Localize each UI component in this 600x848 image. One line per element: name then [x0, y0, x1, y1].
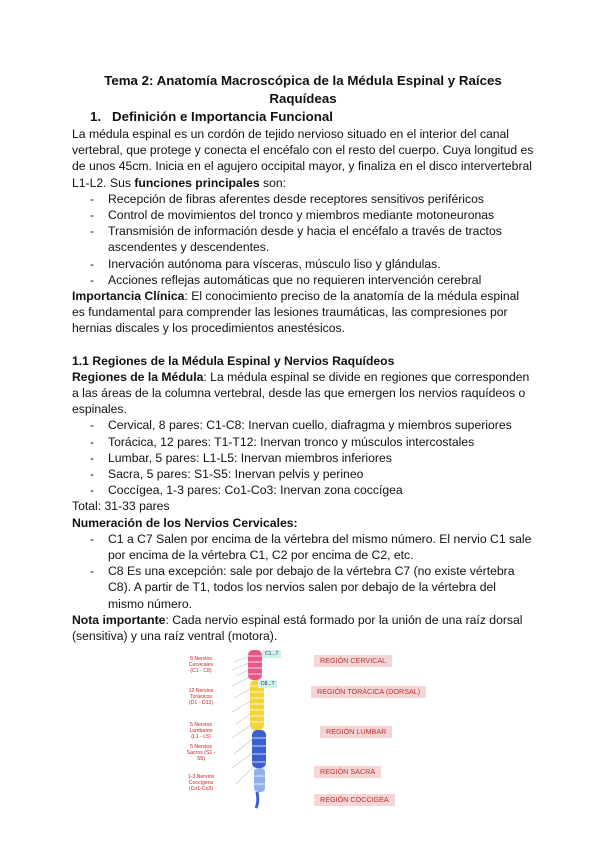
functions-list: [72, 191, 534, 288]
section-1-intro: [72, 126, 534, 191]
section-1-title: Definición e Importancia Funcional: [112, 109, 333, 124]
label-lumbar-nerves: 5 Nervios Lumbares (L1 - L5): [189, 722, 213, 740]
label-sacral-nerves: 5 Nervios Sacros (S1 - S5): [186, 744, 216, 762]
section-1-heading: [90, 108, 534, 126]
intro-text: La médula espinal es un cordón de tejido nervioso situado en el interior del canal vertebral, que protege y conecta el encéfalo con el resto del cuerpo. Cuya longitud es de unos 45cm. Inicia en el agujero occipital mayor, y finaliza en el disco intervertebral L1-L2. Sus: [72, 127, 534, 190]
regions-paragraph: [72, 369, 534, 418]
list-item: - Acciones reflejas automáticas que no requieren intervención cerebral: [72, 272, 534, 288]
list-item: - Sacra, 5 pares: S1-S5: Inervan pelvis y perineo: [72, 466, 534, 482]
label-cervical-nerves: 8 Nervios Cervicales (C1 - C8): [188, 656, 214, 674]
intro-end: son:: [259, 175, 287, 190]
list-item: - Transmisión de información desde y hacia el encéfalo a través de tractos ascendentes y descendentes.: [72, 223, 534, 255]
section-1-number: 1.: [90, 109, 102, 124]
cervical-numbering-heading: Numeración de los Nervios Cervicales:: [72, 515, 298, 530]
tag-cervical: C1...7: [262, 650, 281, 658]
region-thoracic: REGIÓN TORÁCICA (DORSAL): [311, 686, 426, 698]
list-item: - Torácica, 12 pares: T1-T12: Inervan tronco y músculos intercostales: [72, 434, 534, 450]
list-item: - Control de movimientos del tronco y miembros mediante motoneuronas: [72, 207, 534, 223]
region-coccygeal: REGIÓN COCCIGEA: [314, 794, 395, 806]
clinical-text: : El conocimiento preciso de la anatomía de la médula espinal es fundamental para comprender las lesiones traumáticas, las compresiones por hernias discales y los procedimientos anestésicos.: [72, 289, 520, 336]
regions-text: : La médula espinal se divide en regiones que corresponden a las áreas de la columna vertebral, desde las que emergen los nervios raquídeos o espinales.: [72, 369, 530, 417]
spinal-cord-figure: [186, 646, 422, 812]
clinical-importance: [72, 288, 534, 337]
region-lumbar: REGIÓN LUMBAR: [320, 726, 392, 738]
region-sacral: REGIÓN SACRA: [314, 766, 381, 778]
list-item: - Inervación autónoma para vísceras, músculo liso y glándulas.: [72, 256, 534, 272]
total-pairs: Total: 31-33 pares: [72, 499, 170, 514]
list-item: - Lumbar, 5 pares: L1-L5: Inervan miembros inferiores: [72, 450, 534, 466]
spine-illustration: [226, 646, 286, 812]
section-1-1-heading: 1.1 Regiones de la Médula Espinal y Nervios Raquídeos: [72, 353, 395, 368]
region-cervical: REGIÓN CERVICAL: [314, 655, 392, 667]
label-thoracic-nerves: 12 Nervios Torácicos (D1 - D12): [188, 688, 214, 706]
page-title: Tema 2: Anatomía Macroscópica de la Médula Espinal y Raíces Raquídeas: [104, 73, 502, 106]
cervical-segment: [248, 650, 262, 680]
list-item: - C1 a C7 Salen por encima de la vértebra del mismo número. El nervio C1 sale por encima de la vértebra C1, C2 por encima de C2, etc.: [72, 531, 534, 563]
regions-list: [72, 417, 534, 498]
label-coccygeal-nerves: 1-3 Nervios Coccígeos (Co1-Co3): [187, 774, 215, 792]
intro-bold: funciones principales: [134, 175, 260, 190]
coccyx: [256, 792, 258, 808]
list-item: - Coccígea, 1-3 pares: Co1-Co3: Inervan zona coccígea: [72, 482, 534, 498]
document-page: [72, 72, 534, 644]
list-item: - Recepción de fibras aferentes desde receptores sensitivos periféricos: [72, 191, 534, 207]
list-item: - C8 Es una excepción: sale por debajo de la vértebra C7 (no existe vértebra C8). A partir de T1, todos los nervios salen por debajo de la vértebra del mismo número.: [72, 563, 534, 612]
note-text: : Cada nervio espinal está formado por la unión de una raíz dorsal (sensitiva) y una raíz ventral (motora).: [72, 612, 523, 644]
note-label: Nota importante: [72, 612, 166, 627]
regions-label: Regiones de la Médula: [72, 369, 204, 384]
cervical-list: [72, 531, 534, 612]
clinical-label: Importancia Clínica: [72, 289, 185, 304]
tag-thoracic: D8...?: [258, 680, 277, 688]
important-note: [72, 612, 534, 644]
sacral-segment: [254, 768, 265, 792]
list-item: - Cervical, 8 pares: C1-C8: Inervan cuello, diafragma y miembros superiores: [72, 417, 534, 433]
